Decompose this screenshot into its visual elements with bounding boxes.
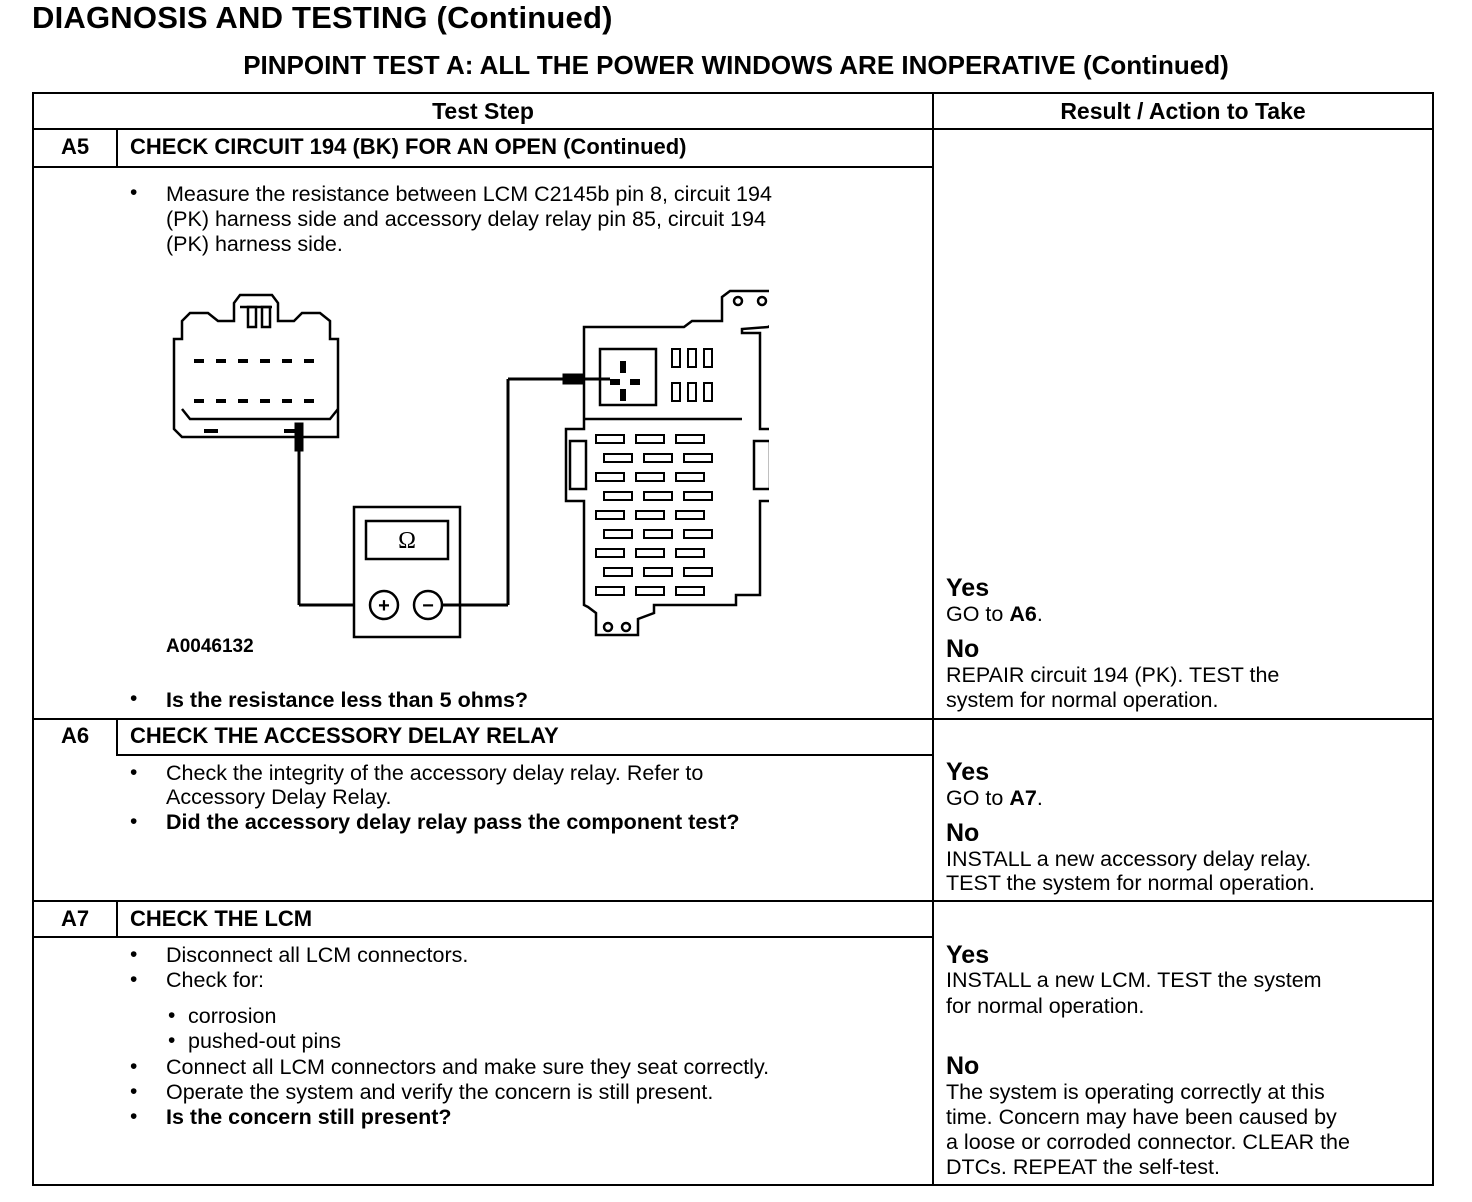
lcm-pins: [194, 359, 314, 433]
instruction-line: Check the integrity of the accessory delay relay. Refer to: [166, 761, 704, 785]
col-header-test-step: Test Step: [432, 98, 534, 124]
no-label-a5: No: [946, 635, 980, 663]
yes-label-a5: Yes: [946, 574, 990, 602]
no-label-a6: No: [946, 819, 980, 847]
step-title-a5: CHECK CIRCUIT 194 (BK) FOR AN OPEN (Continued): [130, 134, 687, 159]
instruction-line: Check for:: [166, 968, 264, 992]
yes-action-line: INSTALL a new LCM. TEST the system: [946, 968, 1322, 992]
header-row-border: [34, 128, 1432, 130]
bullet: •: [130, 687, 138, 710]
test-table: [32, 92, 1434, 1186]
pinpoint-test-title: PINPOINT TEST A: ALL THE POWER WINDOWS ARE INOPERATIVE (Continued): [243, 50, 1229, 80]
instruction-line: Connect all LCM connectors and make sure they seat correctly.: [166, 1055, 770, 1079]
bullet: •: [130, 1080, 138, 1103]
mini-fuses: [672, 349, 712, 401]
a5-title-border: [34, 166, 932, 168]
bullet: •: [130, 943, 138, 966]
step-question-a7: Is the concern still present?: [166, 1105, 452, 1129]
bullet: •: [130, 1105, 138, 1128]
a6-row-border: [34, 900, 1432, 902]
relay-terminals: [610, 361, 640, 401]
no-action-line: TEST the system for normal operation.: [946, 871, 1315, 895]
fuse-rows: [596, 435, 712, 595]
col-header-result: Result / Action to Take: [1060, 98, 1306, 124]
no-action-line: REPAIR circuit 194 (PK). TEST the: [946, 663, 1280, 687]
id-divider-a6: [116, 718, 118, 756]
yes-action-a5: GO to A6.: [946, 602, 1043, 626]
no-action-line: system for normal operation.: [946, 688, 1219, 712]
step-title-a6: CHECK THE ACCESSORY DELAY RELAY: [130, 723, 559, 748]
yes-action-line: for normal operation.: [946, 994, 1145, 1018]
column-divider: [932, 94, 934, 1184]
a6-title-border: [118, 754, 932, 756]
page-title: DIAGNOSIS AND TESTING (Continued): [32, 0, 613, 35]
yes-label-a7: Yes: [946, 941, 990, 969]
bullet: •: [130, 1055, 138, 1078]
id-divider-a7: [116, 902, 118, 938]
no-label-a7: No: [946, 1052, 980, 1080]
sub-item: pushed-out pins: [188, 1029, 341, 1053]
step-id-a6: A6: [60, 723, 90, 748]
resistance-measurement-diagram: [164, 289, 769, 649]
yes-label-a6: Yes: [946, 758, 990, 786]
bullet: •: [130, 968, 138, 991]
instruction-line: (PK) harness side.: [166, 232, 343, 256]
instruction-line: Accessory Delay Relay.: [166, 785, 392, 809]
step-title-a7: CHECK THE LCM: [130, 906, 313, 931]
multimeter: [354, 507, 460, 637]
no-action-line: The system is operating correctly at this: [946, 1080, 1325, 1104]
sub-item: corrosion: [188, 1004, 277, 1028]
sub-bullet: •: [168, 1004, 176, 1027]
step-question-a5: Is the resistance less than 5 ohms?: [166, 688, 529, 712]
step-id-a5: A5: [60, 134, 90, 159]
instruction-line: Disconnect all LCM connectors.: [166, 943, 469, 967]
plus-terminal: +: [378, 595, 390, 617]
bullet: •: [130, 181, 138, 204]
sub-bullet: •: [168, 1029, 176, 1052]
no-action-line: time. Concern may have been caused by: [946, 1105, 1337, 1129]
no-action-line: DTCs. REPEAT the self-test.: [946, 1155, 1220, 1179]
bullet: •: [130, 761, 138, 784]
a7-title-border: [34, 936, 932, 938]
no-action-line: INSTALL a new accessory delay relay.: [946, 847, 1312, 871]
step-question-a6: Did the accessory delay relay pass the component test?: [166, 810, 740, 834]
step-id-a7: A7: [60, 906, 90, 931]
instruction-line: (PK) harness side and accessory delay relay pin 85, circuit 194: [166, 207, 766, 231]
a5-row-border: [34, 718, 1432, 720]
no-action-line: a loose or corroded connector. CLEAR the: [946, 1130, 1350, 1154]
yes-action-a6: GO to A7.: [946, 786, 1043, 810]
ohm-symbol: Ω: [398, 528, 416, 554]
id-divider-a5: [116, 128, 118, 166]
bullet: •: [130, 810, 138, 833]
instruction-line: Measure the resistance between LCM C2145b pin 8, circuit 194: [166, 182, 772, 206]
instruction-line: Operate the system and verify the concern is still present.: [166, 1080, 714, 1104]
figure-id: A0046132: [166, 636, 254, 657]
minus-terminal: −: [422, 595, 434, 617]
